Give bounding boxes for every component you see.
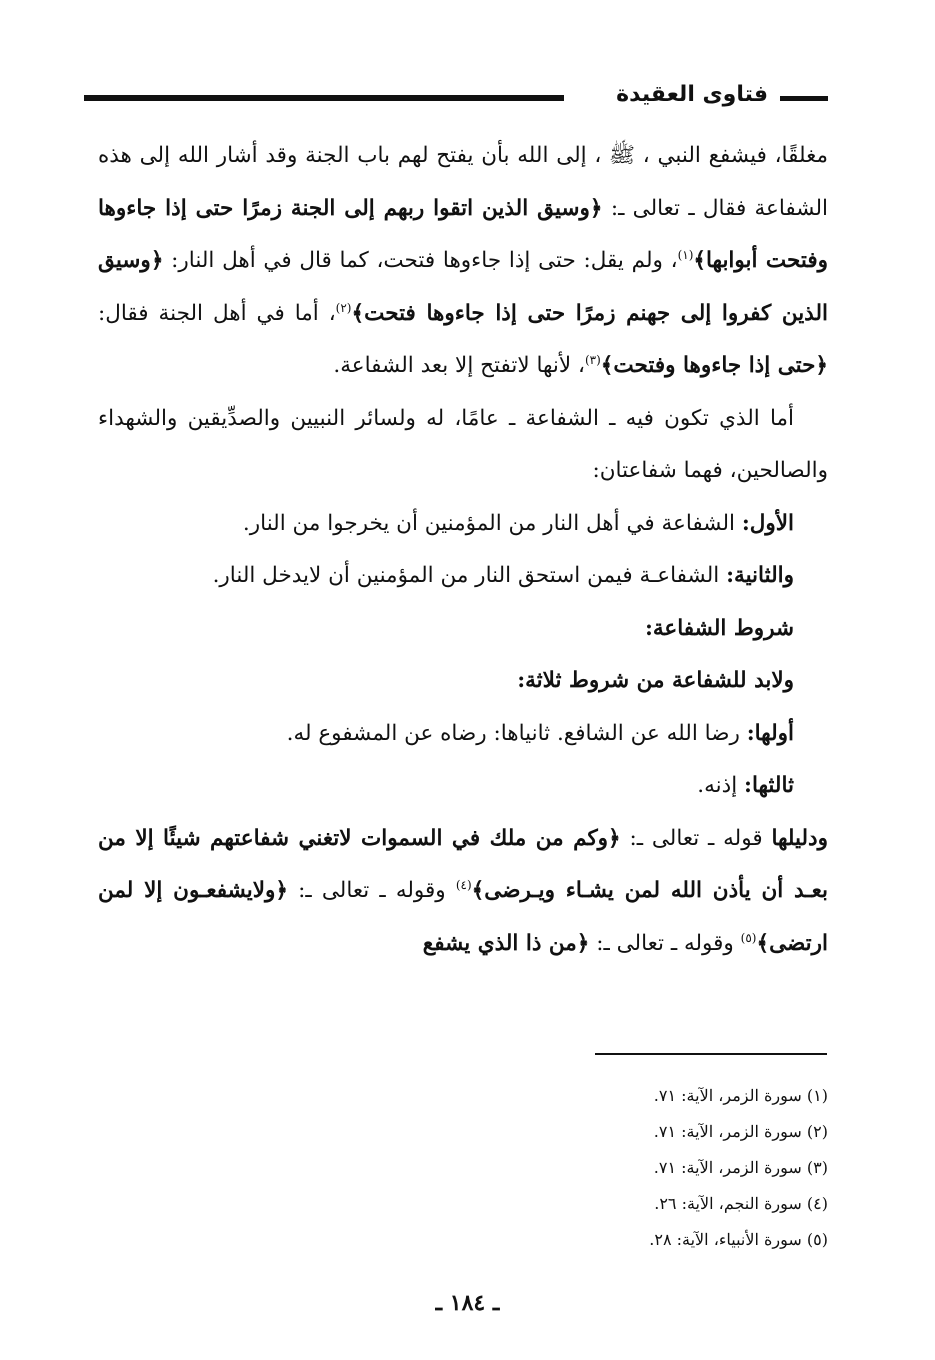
footnote: (٢) سورة الزمر، الآية: ٧١. — [653, 1122, 828, 1141]
paragraph-evidence — [98, 813, 828, 971]
footnotes — [428, 1078, 828, 1258]
first-intercession — [98, 498, 828, 551]
header-title: فتاوى العقيدة — [616, 82, 768, 107]
running-header — [84, 76, 828, 120]
page-number: ـ ١٨٤ ـ — [435, 1290, 500, 1316]
header-rule — [84, 95, 564, 101]
subsection-heading: ولابد للشفاعة من شروط ثلاثة: — [517, 668, 794, 693]
item-text: الشفاعـة فيمن استحق النار من المؤمنين أن لايدخل النار. — [212, 563, 727, 588]
quran-quote: ﴿من ذا الذي يشفع — [422, 930, 590, 956]
paragraph-general-intercession: أما الذي تكون فيه ـ الشفاعة ـ عامًا، له ولسائر النبيين والصدِّيقين والشهداء والصالحين، فهما شفاعتان: — [98, 405, 828, 483]
body-text — [98, 130, 828, 970]
text-run: قوله ـ تعالى ـ: — [620, 825, 772, 851]
item-label: الأول: — [741, 510, 794, 536]
footnote-ref: (٥) — [740, 930, 757, 945]
evidence-label: ودليلها — [771, 825, 829, 851]
footnote: (٥) سورة الأنبياء، الآية: ٢٨. — [649, 1230, 828, 1249]
text-run: ، ولم يقل: حتى إذا جاءوها فتحت، كما قال في أهل النار: — [163, 248, 678, 273]
footnote-separator — [595, 1053, 827, 1055]
item-label: أولها: — [746, 720, 794, 746]
text-run: وقوله ـ تعالى ـ: — [589, 930, 741, 956]
footnote-ref: (١) — [677, 247, 694, 262]
paragraph-intercession-gate — [98, 130, 828, 393]
footnote: (١) سورة الزمر، الآية: ٧١. — [653, 1086, 828, 1105]
header-rule-short — [780, 96, 828, 101]
quran-quote: ﴿وسيق الذين اتقوا ربهم إلى الجنة زمرًا حتى إذا جاءوها وفتحت أبوابها﴾ — [98, 195, 828, 273]
quran-quote: ﴿وكم من ملك في السموات لاتغني شفاعتهم شيئًا إلا من بعـد أن يأذن الله لمن يشـاء ويـرضى﴾ — [98, 825, 828, 903]
item-label: والثانية: — [726, 563, 794, 588]
item-text: الشفاعة في أهل النار من المؤمنين أن يخرجوا من النار. — [242, 510, 742, 536]
text-run: وقوله ـ تعالى ـ: — [288, 878, 456, 903]
text-run: ، لأنها لاتفتح إلا بعد الشفاعة. — [333, 353, 585, 378]
item-text: رضا الله عن الشافع. ثانياها: رضاه عن المشفوع له. — [286, 720, 747, 746]
quran-quote: ﴿وسيق الذين كفروا إلى جهنم زمرًا حتى إذا جاءوها فتحت﴾ — [98, 248, 828, 326]
footnote: (٣) سورة الزمر، الآية: ٧١. — [653, 1158, 828, 1177]
section-heading: شروط الشفاعة: — [644, 615, 794, 641]
footnote-ref: (٤) — [455, 877, 472, 892]
conditions-one-two — [98, 708, 828, 761]
item-label: ثالثها: — [744, 773, 794, 798]
footnote-ref: (٣) — [584, 352, 601, 367]
second-intercession — [98, 550, 828, 603]
text-run: مغلقًا، فيشفع النبي ، ﷺ ، إلى الله بأن يفتح لهم باب الجنة وقد أشار الله إلى هذه الشفاعة فقال ـ تعالى ـ: — [98, 143, 829, 221]
quran-quote: ﴿حتى إذا جاءوها وفتحت﴾ — [600, 353, 828, 378]
item-text: إذنه. — [697, 773, 745, 798]
condition-three — [98, 760, 828, 813]
footnote: (٤) سورة النجم، الآية: ٢٦. — [654, 1194, 828, 1213]
footnote-ref: (٢) — [335, 300, 352, 315]
quran-quote: ﴿ولايشفعـون إلا لمن ارتضى﴾ — [98, 878, 828, 956]
text-run: ، أما في أهل الجنة فقال: — [98, 300, 336, 326]
